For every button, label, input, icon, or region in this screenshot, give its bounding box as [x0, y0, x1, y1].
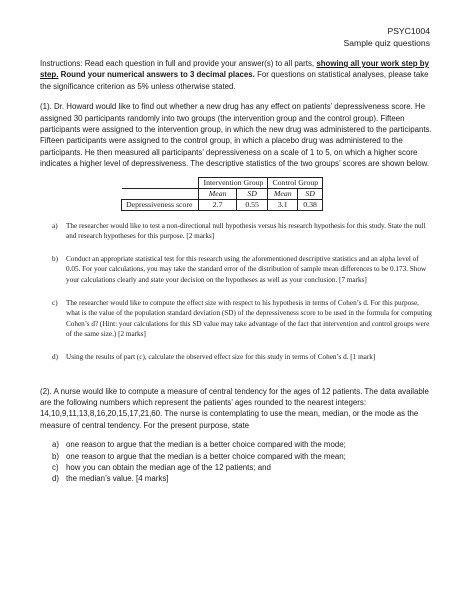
question-1-part-c	[52, 298, 432, 340]
question-1-part-d	[52, 352, 432, 363]
part-label: b)	[52, 451, 60, 461]
table-subheader: Mean	[199, 188, 236, 199]
part-label: c)	[52, 462, 59, 472]
part-label: c)	[52, 298, 58, 307]
question-2-part-a	[52, 439, 440, 450]
question-2-part-d	[52, 473, 440, 484]
instructions-emphasis: showing all your work step by step.	[40, 59, 430, 80]
table-row-label: Depressiveness score	[122, 199, 199, 210]
part-text: The researcher would like to test a non-directional null hypothesis versus his research hypothesis for this study. State the null and research hypotheses for this purpose. [2 marks]	[66, 221, 426, 241]
table-subheader: SD	[298, 188, 323, 199]
page-header	[344, 25, 430, 49]
part-text: Conduct an appropriate statistical test for this research using the aforementioned descriptive statistics and an alpha level of 0.05. For your calculations, you may take the standard error of the distribution of sample mean differences to be 0.173. Show your calculations clearly and state your decision on the hypotheses as well as your conclusion. [7 marks]	[66, 254, 427, 285]
part-label: b)	[52, 254, 58, 263]
intervention-group-header: Intervention Group	[199, 177, 268, 188]
part-text: Using the results of part (c), calculate the observed effect size for this study in terms of Cohen’s d. [1 mark]	[66, 353, 376, 361]
course-code: PSYC1004	[387, 26, 430, 36]
part-text: the median’s value. [4 marks]	[66, 474, 169, 484]
table-corner-cell	[122, 177, 199, 188]
descriptive-statistics-table	[121, 177, 323, 211]
question-1-text: (1). Dr. Howard would like to find out whether a new drug has any effect on patients’ depressiveness score. He assigned 30 participants randomly into two groups (the intervention group and the control group). Fifteen participants were assigned to the intervention group, in which the new drug was administered to the participants. Fifteen participants were assigned to the control group, in which a placebo drug was administered to the participants. He then measured all participants’ depressiveness on a scale of 1 to 5, on which a higher score indicates a higher level of depressiveness. The descriptive statistics of the two groups’ scores are shown below.	[40, 102, 432, 169]
question-1-part-b	[52, 254, 432, 286]
part-label: d)	[52, 474, 60, 484]
table-subheader-row	[122, 188, 323, 199]
document-body	[40, 58, 440, 484]
table-subheader: SD	[236, 188, 268, 199]
table-cell: 2.7	[199, 199, 236, 210]
control-group-header: Control Group	[268, 177, 323, 188]
table-cell: 0.38	[298, 199, 323, 210]
question-1-part-a	[52, 221, 432, 242]
table-header-row	[122, 177, 323, 188]
instructions-prefix: Instructions: Read each question in full and provide your answer(s) to all parts,	[40, 59, 317, 68]
part-text: how you can obtain the median age of the 12 patients; and	[66, 462, 271, 472]
question-2-part-b	[52, 451, 440, 462]
part-label: a)	[52, 221, 58, 230]
part-text: one reason to argue that the median is a better choice compared with the mean;	[66, 451, 346, 461]
table-subheader: Mean	[268, 188, 298, 199]
document-subtitle: Sample quiz questions	[343, 38, 430, 48]
instructions-suffix: For questions on statistical analyses, please take the significance criterion as 5% unless otherwise stated.	[40, 70, 429, 91]
table-corner-cell	[122, 188, 199, 199]
part-text: one reason to argue that the median is a better choice compared with the mode;	[66, 440, 346, 450]
instructions-rounding: Round your numerical answers to 3 decimal places.	[58, 70, 255, 80]
part-label: a)	[52, 440, 60, 450]
part-label: d)	[52, 353, 58, 361]
table-cell: 3.1	[268, 199, 298, 210]
part-text: The researcher would like to compute the effect size with respect to his hypothesis in terms of Cohen’s d. For this purpose, what is the value of the population standard deviation (SD) of the depressiveness score to be used in the formula for computing Cohen’s d? (Hint: your calculations for this SD value may take advantage of the fact that intervention and control groups were of the same size.) [2 marks]	[66, 298, 432, 339]
question-2-part-c	[52, 462, 440, 473]
question-2-text: (2). A nurse would like to compute a measure of central tendency for the ages of 12 patients. The data available are the following numbers which represent the patients’ ages rounded to the nearest integers: 14,10,9,11,13,8,16,20,15,17,21,60. The nurse is contemplating to use the mean, median, or the mode as the measure of central tendency. For the present purpose, state	[40, 386, 429, 430]
table-cell: 0.55	[236, 199, 268, 210]
table-row	[122, 199, 323, 210]
instructions	[40, 58, 440, 92]
